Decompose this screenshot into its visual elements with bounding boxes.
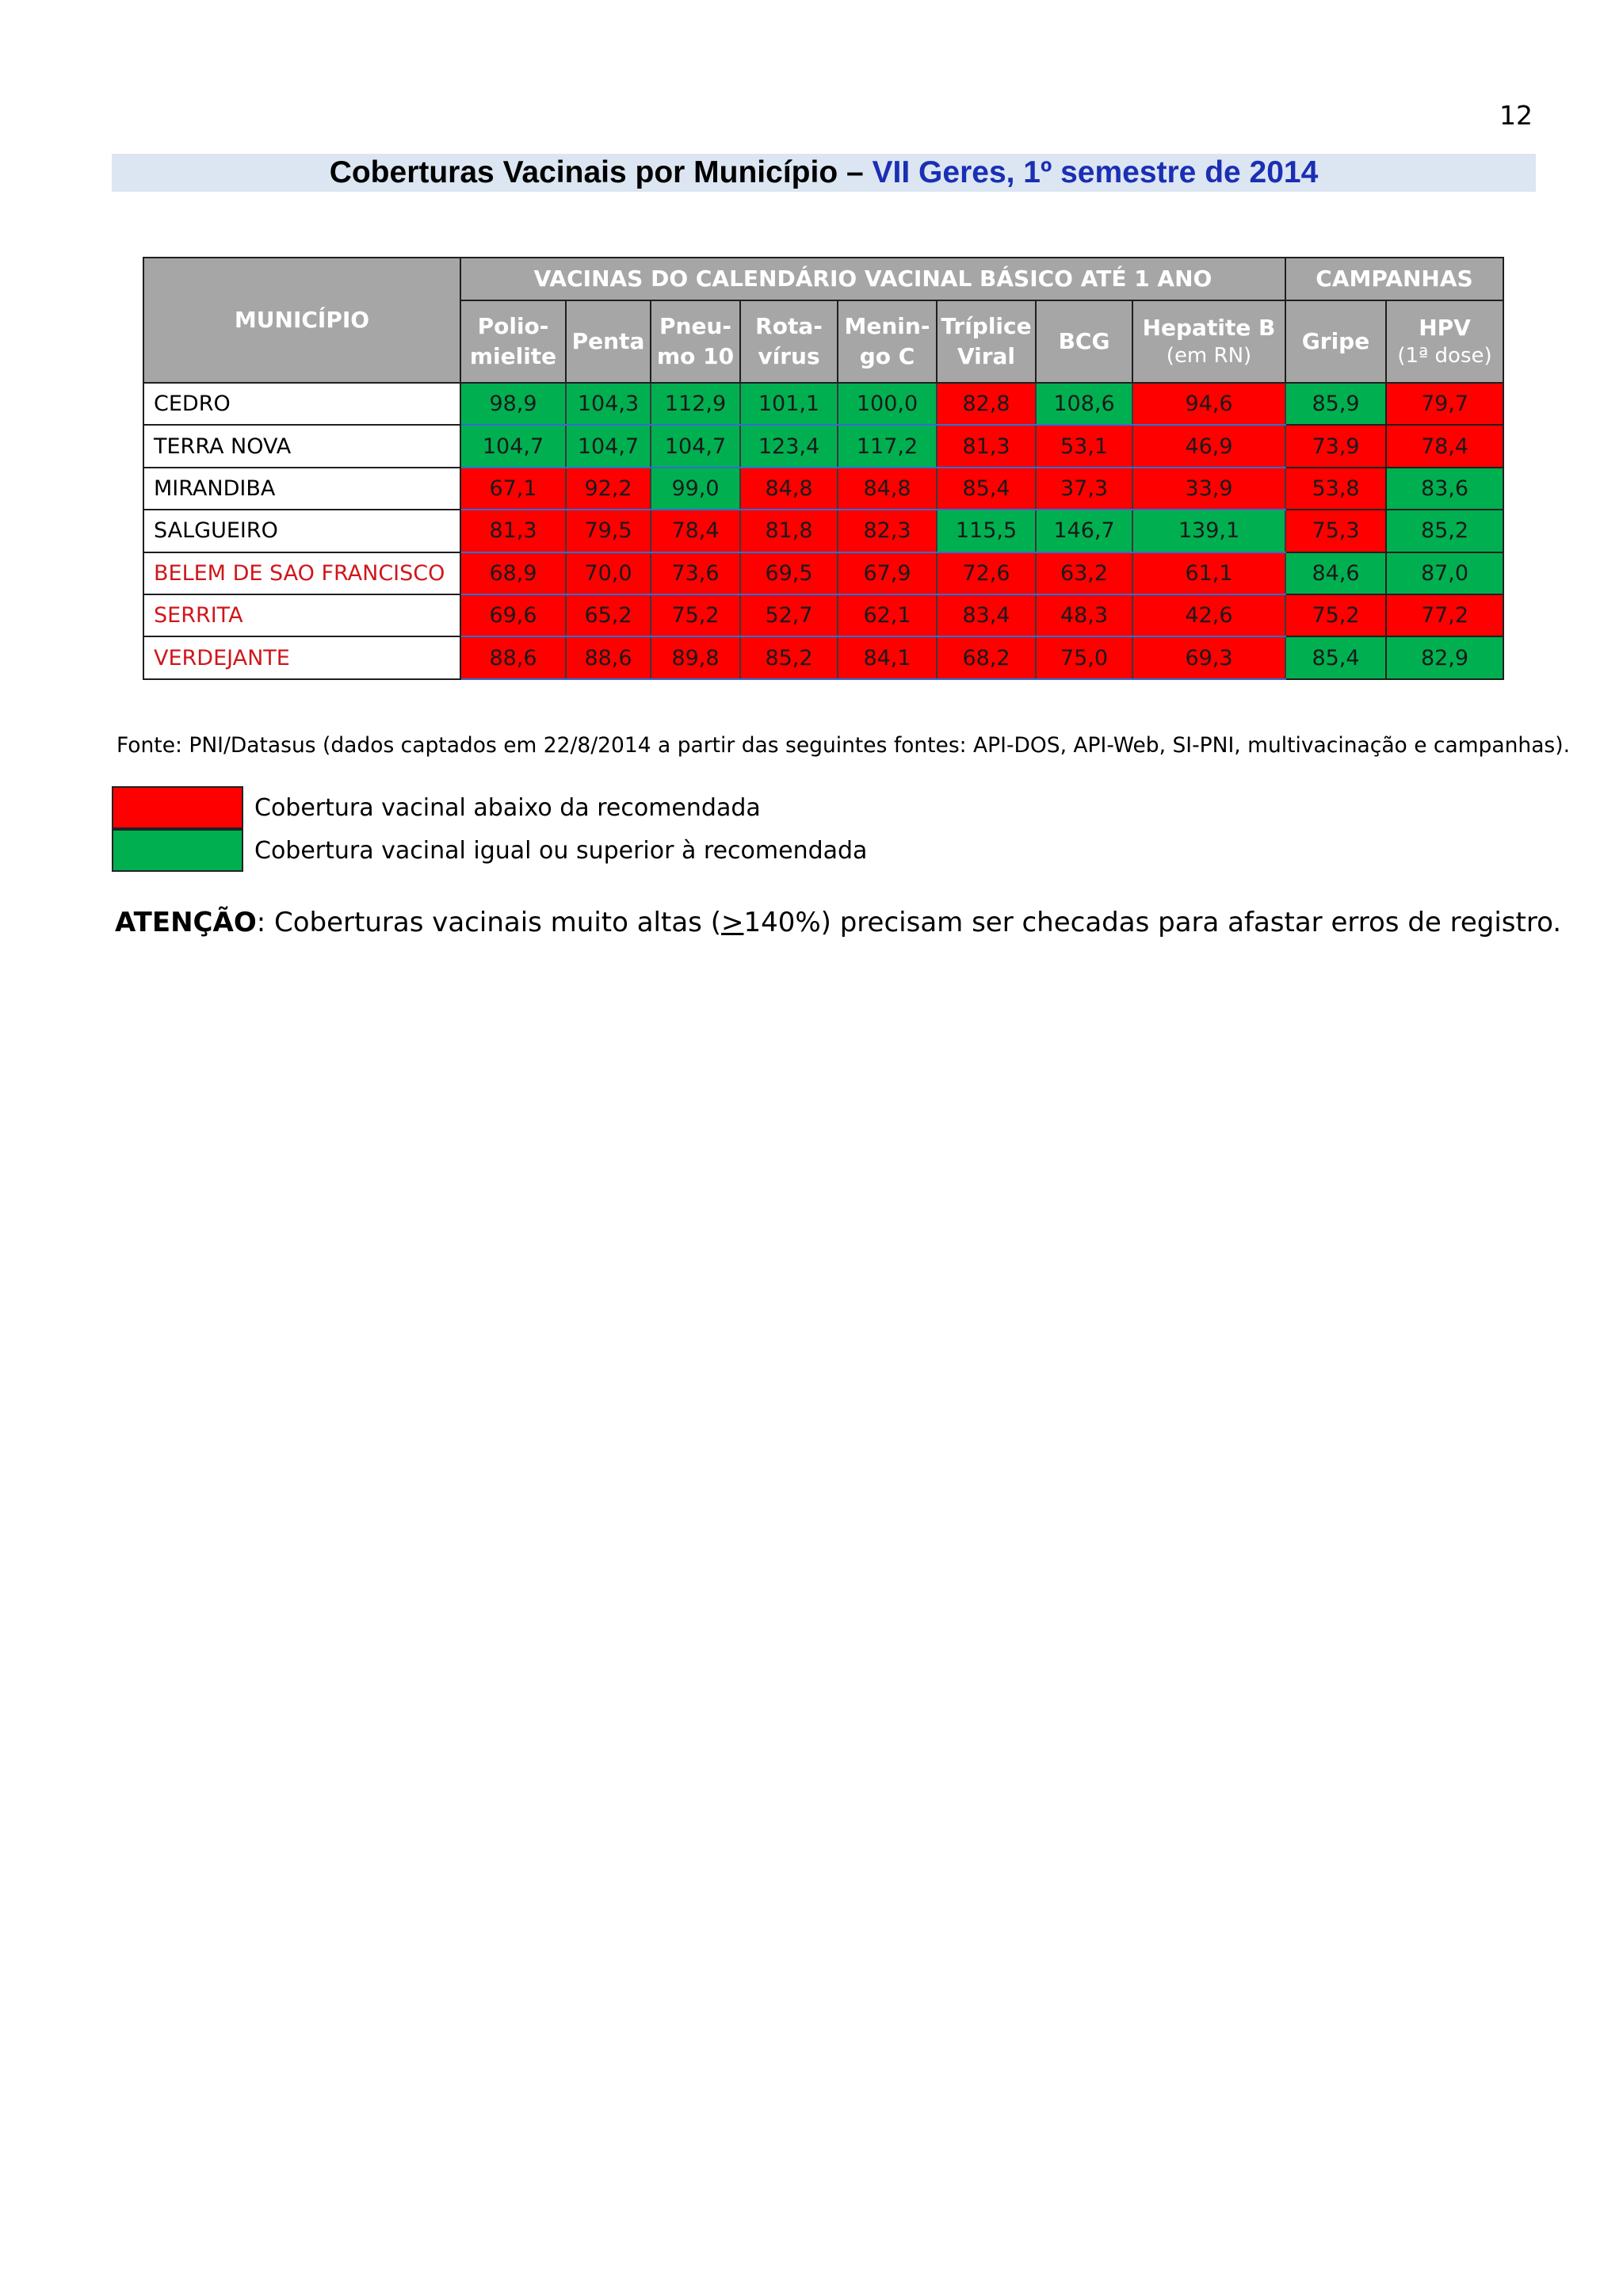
legend-item: [112, 786, 867, 829]
column-header-line: Gripe: [1301, 328, 1370, 355]
coverage-cell: 53,8: [1285, 468, 1386, 510]
header-group-basic: VACINAS DO CALENDÁRIO VACINAL BÁSICO ATÉ 1 ANO: [460, 258, 1285, 300]
coverage-cell: 85,4: [1285, 636, 1386, 678]
coverage-cell: 94,6: [1132, 383, 1285, 425]
coverage-cell: 70,0: [566, 552, 651, 594]
column-header-line: Hepatite B: [1142, 314, 1276, 341]
coverage-cell: 42,6: [1132, 594, 1285, 636]
coverage-cell: 81,8: [740, 510, 838, 552]
attention-ge-symbol: >: [720, 907, 744, 938]
column-header: [566, 300, 651, 383]
coverage-cell: 53,1: [1036, 425, 1132, 467]
coverage-cell: 33,9: [1132, 468, 1285, 510]
column-header: [1036, 300, 1132, 383]
coverage-cell: 104,7: [460, 425, 566, 467]
coverage-cell: 89,8: [651, 636, 740, 678]
column-header: [651, 300, 740, 383]
legend-swatch: [112, 786, 243, 829]
attention-note: [115, 907, 1561, 938]
column-header: [838, 300, 937, 383]
coverage-cell: 82,3: [838, 510, 937, 552]
coverage-cell: 98,9: [460, 383, 566, 425]
municipio-name: BELEM DE SAO FRANCISCO: [143, 552, 460, 594]
legend: [112, 786, 867, 872]
coverage-cell: 72,6: [937, 552, 1036, 594]
column-header-line: mielite: [469, 343, 557, 369]
coverage-cell: 65,2: [566, 594, 651, 636]
column-header-line: HPV: [1419, 314, 1471, 341]
column-header-line: Menin-: [844, 313, 930, 340]
municipio-name: SERRITA: [143, 594, 460, 636]
coverage-cell: 78,4: [1386, 425, 1503, 467]
column-header: [1285, 300, 1386, 383]
coverage-cell: 67,9: [838, 552, 937, 594]
coverage-cell: 69,6: [460, 594, 566, 636]
coverage-cell: 48,3: [1036, 594, 1132, 636]
coverage-cell: 92,2: [566, 468, 651, 510]
coverage-cell: 100,0: [838, 383, 937, 425]
coverage-cell: 115,5: [937, 510, 1036, 552]
coverage-cell: 81,3: [937, 425, 1036, 467]
coverage-cell: 104,7: [651, 425, 740, 467]
column-header: [460, 300, 566, 383]
coverage-cell: 68,2: [937, 636, 1036, 678]
coverage-cell: 84,1: [838, 636, 937, 678]
coverage-table: [143, 257, 1504, 680]
table-row: [143, 552, 1503, 594]
table-row: [143, 510, 1503, 552]
table-row: [143, 594, 1503, 636]
coverage-cell: 82,9: [1386, 636, 1503, 678]
column-header: [937, 300, 1036, 383]
coverage-cell: 75,3: [1285, 510, 1386, 552]
table-row: [143, 636, 1503, 678]
coverage-cell: 82,8: [937, 383, 1036, 425]
coverage-cell: 99,0: [651, 468, 740, 510]
column-header-sub: (1ª dose): [1397, 344, 1492, 369]
coverage-cell: 88,6: [566, 636, 651, 678]
attention-label: ATENÇÃO: [115, 907, 257, 938]
coverage-cell: 79,7: [1386, 383, 1503, 425]
coverage-cell: 85,9: [1285, 383, 1386, 425]
coverage-cell: 79,5: [566, 510, 651, 552]
coverage-cell: 85,4: [937, 468, 1036, 510]
municipio-name: VERDEJANTE: [143, 636, 460, 678]
column-header-line: BCG: [1058, 328, 1110, 355]
column-header-line: vírus: [758, 343, 820, 369]
municipio-name: SALGUEIRO: [143, 510, 460, 552]
coverage-cell: 84,6: [1285, 552, 1386, 594]
column-header: [1386, 300, 1503, 383]
coverage-cell: 37,3: [1036, 468, 1132, 510]
column-header-line: mo 10: [656, 343, 735, 369]
coverage-cell: 84,8: [740, 468, 838, 510]
page-title: [112, 154, 1536, 192]
table-row: [143, 425, 1503, 467]
attention-text-before: : Coberturas vacinais muito altas (: [256, 907, 721, 938]
coverage-cell: 83,6: [1386, 468, 1503, 510]
coverage-cell: 46,9: [1132, 425, 1285, 467]
coverage-cell: 123,4: [740, 425, 838, 467]
municipio-name: CEDRO: [143, 383, 460, 425]
coverage-cell: 67,1: [460, 468, 566, 510]
coverage-cell: 63,2: [1036, 552, 1132, 594]
coverage-cell: 69,3: [1132, 636, 1285, 678]
coverage-cell: 75,2: [1285, 594, 1386, 636]
coverage-cell: 117,2: [838, 425, 937, 467]
coverage-cell: 139,1: [1132, 510, 1285, 552]
coverage-cell: 101,1: [740, 383, 838, 425]
coverage-cell: 52,7: [740, 594, 838, 636]
header-municipio: MUNICÍPIO: [143, 258, 460, 383]
attention-text-after: 140%) precisam ser checadas para afastar erros de registro.: [743, 907, 1562, 938]
coverage-cell: 104,3: [566, 383, 651, 425]
coverage-cell: 75,2: [651, 594, 740, 636]
title-highlight: VII Geres, 1º semestre de 2014: [872, 155, 1319, 189]
coverage-cell: 78,4: [651, 510, 740, 552]
coverage-cell: 104,7: [566, 425, 651, 467]
coverage-cell: 108,6: [1036, 383, 1132, 425]
coverage-cell: 68,9: [460, 552, 566, 594]
coverage-cell: 87,0: [1386, 552, 1503, 594]
column-header-line: Rota-: [755, 313, 823, 340]
column-header-line: Tríplice: [941, 313, 1032, 340]
column-header-sub: (em RN): [1166, 344, 1252, 369]
coverage-cell: 73,6: [651, 552, 740, 594]
municipio-name: TERRA NOVA: [143, 425, 460, 467]
source-note: Fonte: PNI/Datasus (dados captados em 22/8/2014 a partir das seguintes fontes: API-DOS, API-Web, SI-PNI, multivacinação e campanhas).: [116, 733, 1570, 758]
coverage-cell: 73,9: [1285, 425, 1386, 467]
legend-swatch: [112, 829, 243, 872]
column-header: [1132, 300, 1285, 383]
coverage-cell: 69,5: [740, 552, 838, 594]
coverage-cell: 85,2: [740, 636, 838, 678]
column-header-line: Viral: [957, 343, 1016, 369]
column-header-line: Pneu-: [659, 313, 731, 340]
coverage-cell: 84,8: [838, 468, 937, 510]
column-header-line: go C: [859, 343, 915, 369]
legend-label: Cobertura vacinal igual ou superior à recomendada: [254, 836, 868, 865]
page-number: 12: [1499, 100, 1533, 131]
coverage-cell: 146,7: [1036, 510, 1132, 552]
table-row: [143, 383, 1503, 425]
column-header-line: Polio-: [477, 313, 549, 340]
column-header: [740, 300, 838, 383]
coverage-cell: 61,1: [1132, 552, 1285, 594]
header-group-campaigns: CAMPANHAS: [1285, 258, 1503, 300]
coverage-cell: 81,3: [460, 510, 566, 552]
coverage-cell: 83,4: [937, 594, 1036, 636]
coverage-cell: 77,2: [1386, 594, 1503, 636]
legend-item: [112, 829, 867, 872]
legend-label: Cobertura vacinal abaixo da recomendada: [254, 793, 761, 822]
coverage-cell: 88,6: [460, 636, 566, 678]
municipio-name: MIRANDIBA: [143, 468, 460, 510]
coverage-cell: 62,1: [838, 594, 937, 636]
coverage-cell: 75,0: [1036, 636, 1132, 678]
coverage-cell: 85,2: [1386, 510, 1503, 552]
title-main: Coberturas Vacinais por Município –: [329, 155, 864, 189]
column-header-line: Penta: [571, 328, 645, 355]
coverage-cell: 112,9: [651, 383, 740, 425]
table-row: [143, 468, 1503, 510]
